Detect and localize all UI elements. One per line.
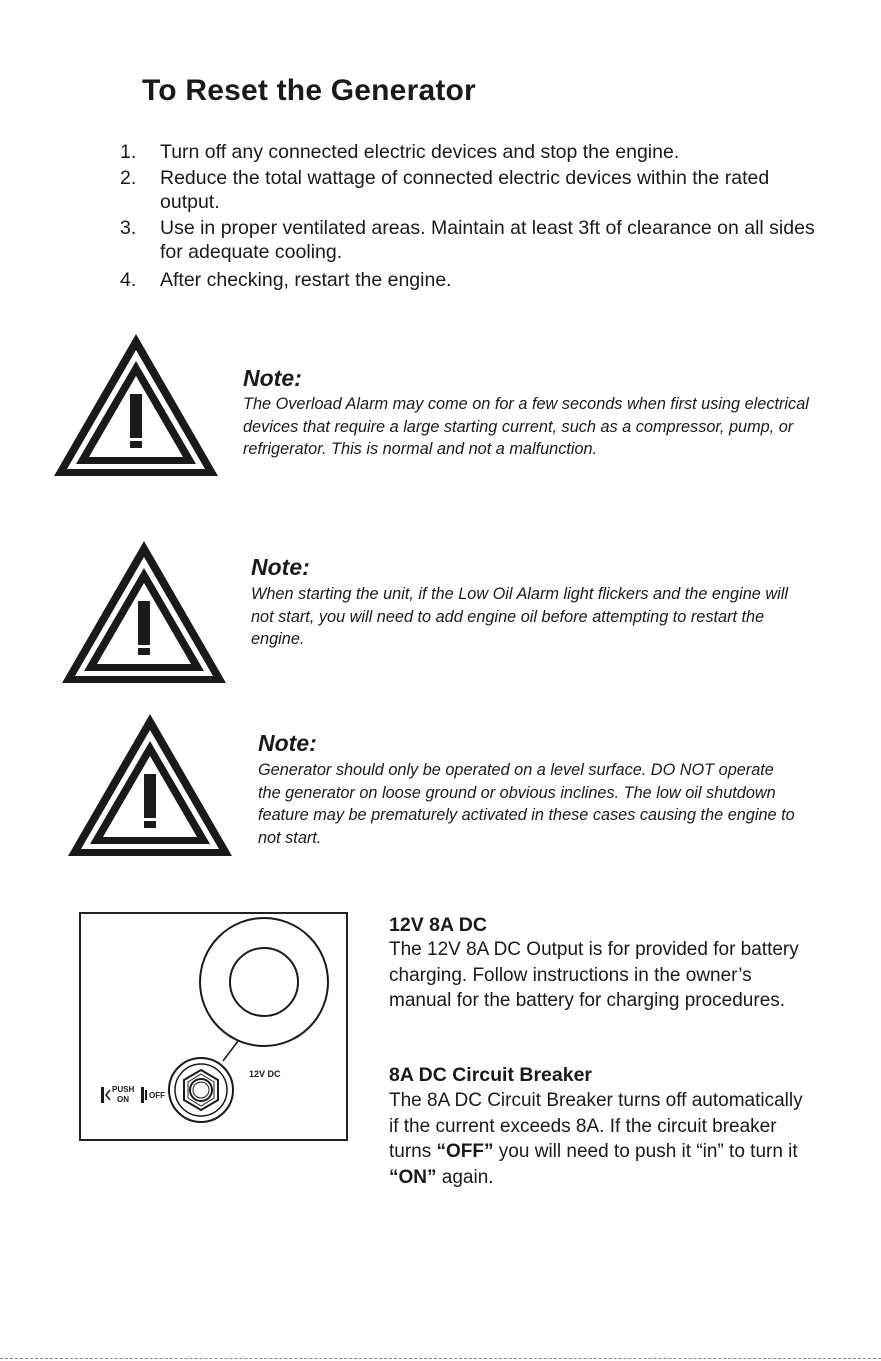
step-number: 3. [120,216,137,239]
dc-output-body: The 12V 8A DC Output is for provided for battery charging. Follow instructions in the owner’s manual for the battery for charging procedures. [389,939,799,1011]
push-label: PUSH [112,1085,135,1094]
list-item [116,140,816,165]
warning-triangle-icon [58,537,230,687]
dc-panel-diagram [79,912,348,1141]
off-label: OFF [149,1091,165,1100]
breaker-body [389,1088,809,1190]
step-number: 4. [120,268,137,291]
note-heading: Note: [251,554,310,580]
list-item [116,268,816,293]
step-number: 1. [120,141,137,163]
dc-output-heading: 12V 8A DC [389,914,487,936]
step-number: 2. [120,166,137,189]
warning-triangle-icon [50,330,222,480]
step-text: Turn off any connected electric devices and stop the engine. [160,141,680,163]
page-bottom-rule [0,1358,881,1359]
breaker-text: again. [436,1166,494,1188]
note-body: When starting the unit, if the Low Oil Alarm light flickers and the engine will not start, you will need to add engine oil before attempting to restart the engine. [251,585,788,648]
breaker-text: you will need to push it “in” to turn it [493,1141,798,1162]
breaker-text: The 8A DC Circuit Breaker turns off automatically if the current exceeds 8A. If the circuit breaker turns [389,1090,803,1162]
page-title: To Reset the Generator [142,74,476,107]
on-word: “ON” [389,1166,437,1188]
warning-triangle-icon [64,710,236,860]
note-heading: Note: [243,365,302,391]
list-item [116,166,816,215]
on-label: ON [117,1095,129,1104]
step-text: After checking, restart the engine. [160,268,452,291]
socket-label: 12V DC [249,1069,281,1079]
dc-socket-diagram [81,914,346,1139]
reset-steps-list [116,140,816,292]
note-body: The Overload Alarm may come on for a few seconds when first using electrical devices that require a large starting current, such as a compressor, pump, or refrigerator. This is normal and not a malfunction. [243,395,809,458]
step-text: Reduce the total wattage of connected electric devices within the rated output. [160,166,770,213]
off-word: “OFF” [436,1141,494,1162]
step-text: Use in proper ventilated areas. Maintain at least 3ft of clearance on all sides for adequate cooling. [160,216,815,263]
breaker-heading: 8A DC Circuit Breaker [389,1064,593,1086]
list-item [116,216,816,265]
note-heading: Note: [258,730,317,756]
note-body: Generator should only be operated on a level surface. DO NOT operate the generator on loose ground or obvious inclines. The low oil shutdown feature may be prematurely activated in these cases causing the engine to not start. [258,761,795,847]
